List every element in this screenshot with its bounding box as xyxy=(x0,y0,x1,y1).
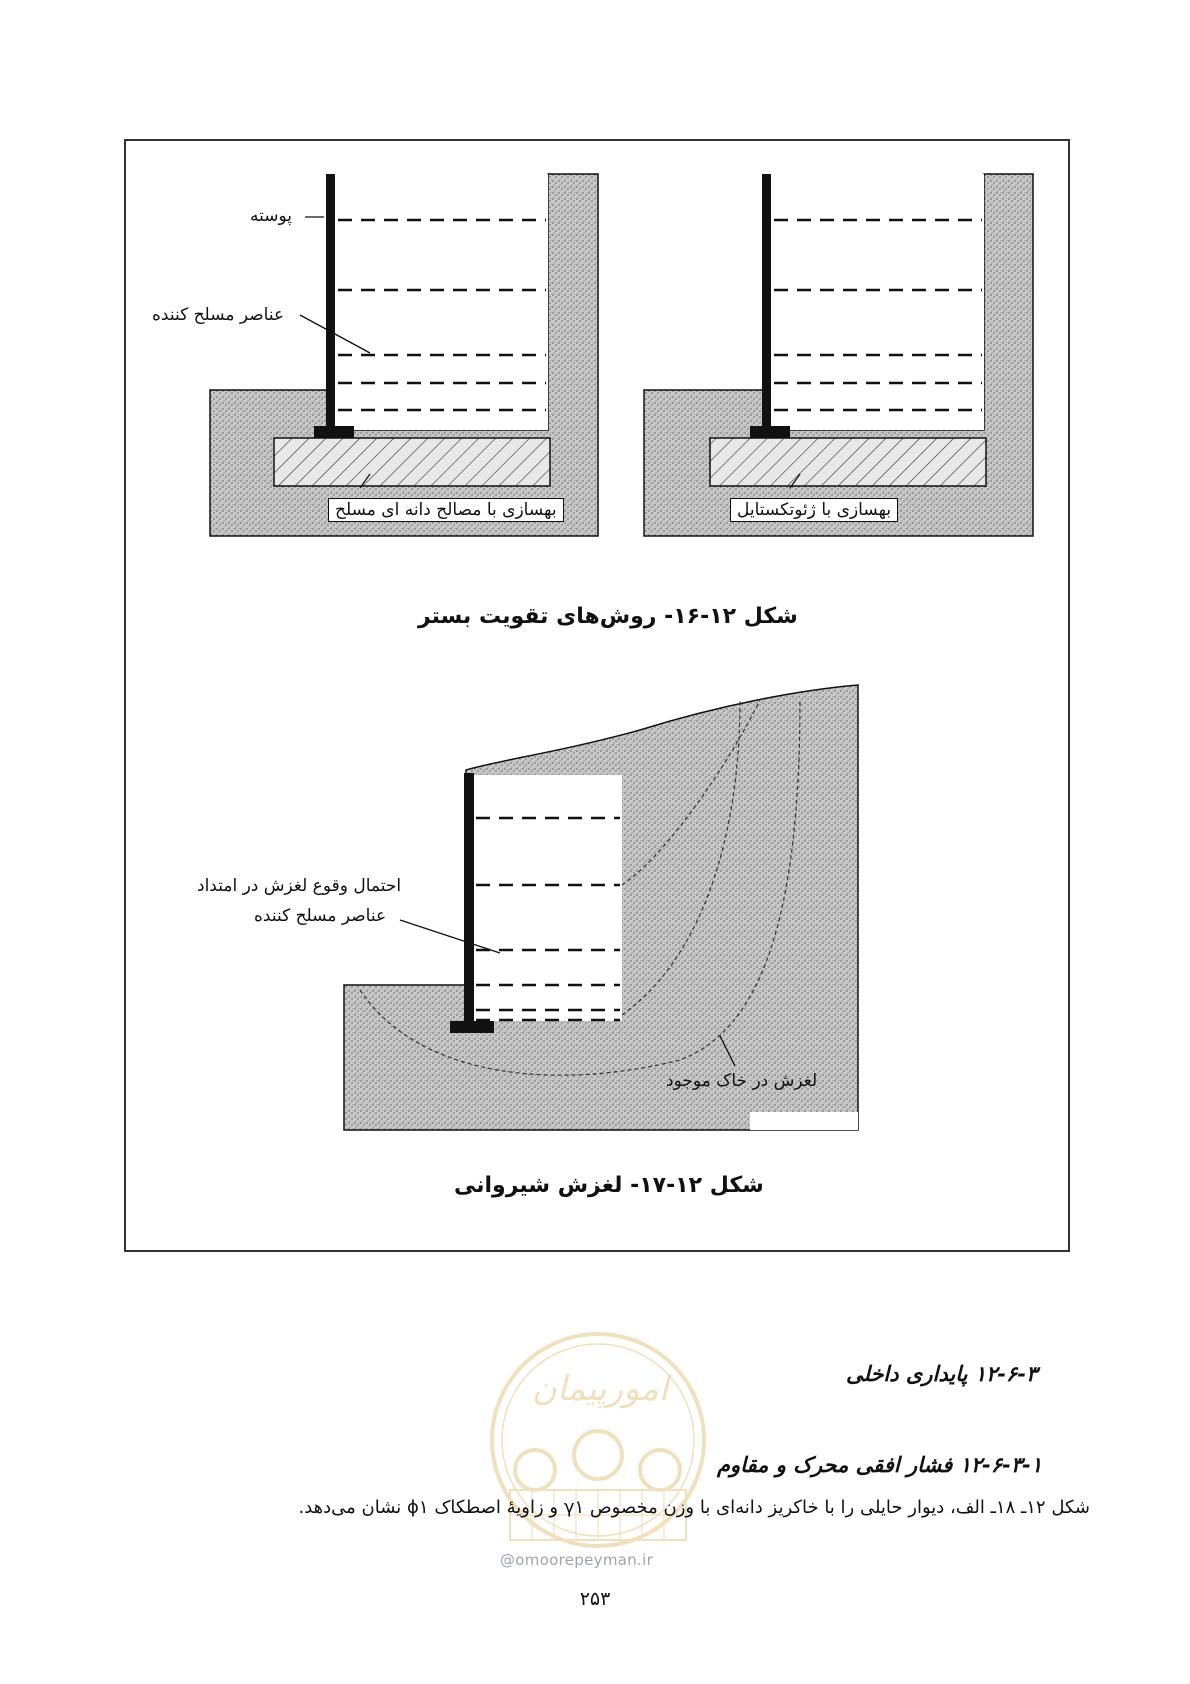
section-heading: ۱۲-۶-۳ پایداری داخلی xyxy=(846,1362,1038,1386)
facing-label: پوسته xyxy=(250,206,293,226)
geotextile-improvement-label: بهسازی با ژئوتکستایل xyxy=(730,498,898,522)
figure16-right-panel xyxy=(644,174,1033,536)
watermark-logo-text: امورپیمان xyxy=(531,1369,669,1409)
reinforcement-elements-label: عناصر مسلح کننده xyxy=(152,305,285,325)
subsection-heading: ۱۲-۶-۳-۱ فشار افقی محرک و مقاوم xyxy=(717,1453,1043,1477)
slip-along-reinforcement-label-line2: عناصر مسلح کننده xyxy=(254,906,387,926)
figure16-caption: شکل ۱۲-۱۶- روش‌های تقویت بستر xyxy=(418,604,798,629)
granular-improvement-label: بهسازی با مصالح دانه ای مسلح xyxy=(328,498,564,522)
figure16-left-panel xyxy=(210,174,598,536)
page-number: ۲۵۳ xyxy=(579,1588,611,1610)
watermark-url: @omoorepeyman.ir xyxy=(500,1551,654,1569)
figure17-caption: شکل ۱۲-۱۷- لغزش شیروانی xyxy=(454,1173,764,1198)
body-paragraph: شکل ۱۲ـ ۱۸ـ الف، دیوار حایلی را با خاکریز دانه‌ای با وزن مخصوص γ۱ و زاویهٔ اصطکاک ϕ۱ نشان می‌دهد. xyxy=(298,1497,1090,1518)
slip-in-existing-soil-label: لغزش در خاک موجود xyxy=(666,1071,818,1091)
slip-along-reinforcement-label-line1: احتمال وقوع لغزش در امتداد xyxy=(197,876,402,896)
figure17-drawing xyxy=(344,685,858,1130)
